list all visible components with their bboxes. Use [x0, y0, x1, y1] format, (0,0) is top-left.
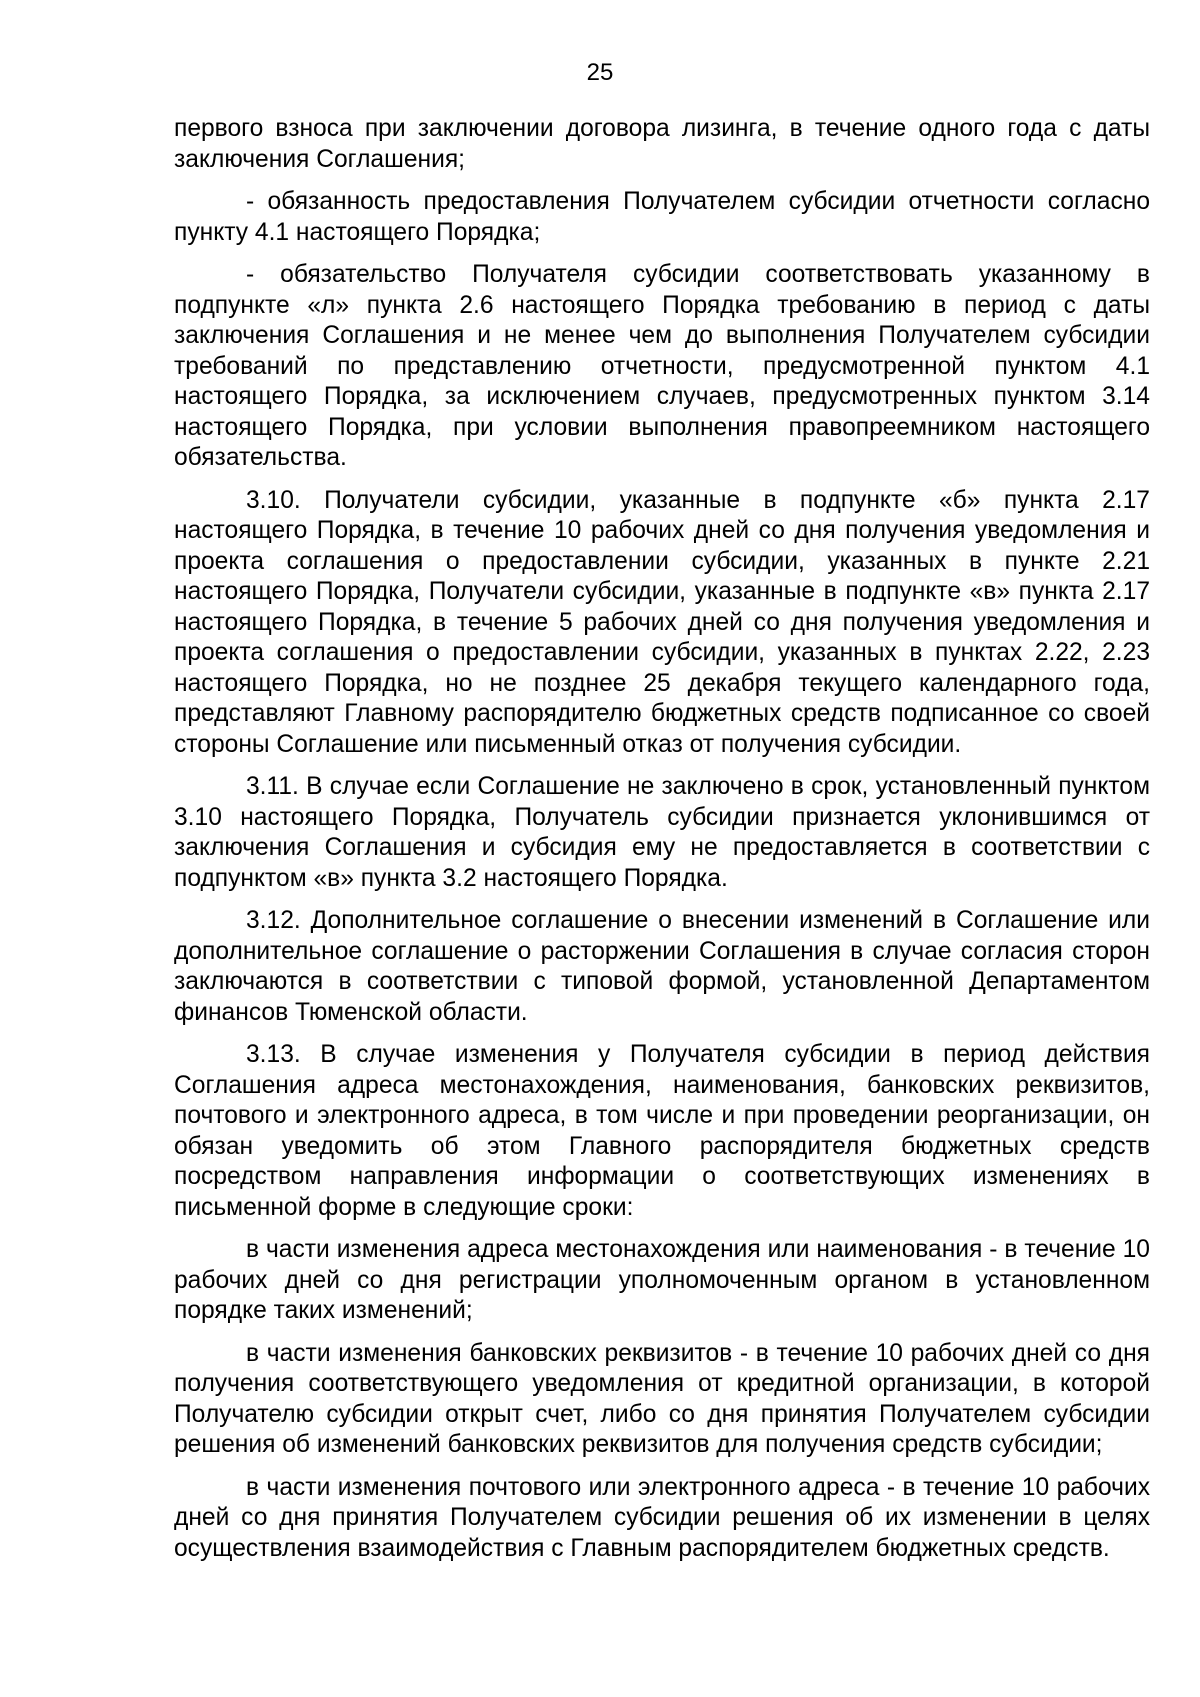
paragraph-3-13: 3.13. В случае изменения у Получателя субсидии в период действия Соглашения адреса местонахождения, наименования, банковских реквизитов, почтового и электронного адреса, в том числе и при проведении реорганизации, он обязан уведомить об этом Главного распорядителя бюджетных средств посредством направления информации о соответствующих изменениях в письменной форме в следующие сроки:: [174, 1041, 1150, 1221]
paragraph-recipient-obligation: - обязательство Получателя субсидии соответствовать указанному в подпункте «л» пункта 2.6 настоящего Порядка требованию в период с даты заключения Соглашения и не менее чем до выполнения Получателем субсидии требований по представлению отчетности, предусмотренной пунктом 4.1 настоящего Порядка, за исключением случаев, предусмотренных пунктом 3.14 настоящего Порядка, при условии выполнения правопреемником настоящего обязательства.: [174, 261, 1150, 471]
paragraph-bank-details-change: в части изменения банковских реквизитов - в течение 10 рабочих дней со дня получения соответствующего уведомления от кредитной организации, в которой Получателю субсидии открыт счет, либо со дня принятия Получателем субсидии решения об изменений банковских реквизитов для получения средств субсидии;: [174, 1339, 1150, 1458]
paragraph-3-12: 3.12. Дополнительное соглашение о внесении изменений в Соглашение или дополнительное соглашение о расторжении Соглашения в случае согласия сторон заключаются в соответствии с типовой формой, установленной Департаментом финансов Тюменской области.: [174, 907, 1150, 1026]
paragraph-postal-email-change: в части изменения почтового или электронного адреса - в течение 10 рабочих дней со дня принятия Получателем субсидии решения об их изменении в целях осуществления взаимодействия с Главным распорядителем бюджетных средств.: [174, 1473, 1150, 1562]
paragraph-reporting-duty: - обязанность предоставления Получателем субсидии отчетности согласно пункту 4.1 настоящего Порядка;: [174, 188, 1150, 246]
paragraph-leasing-continuation: первого взноса при заключении договора лизинга, в течение одного года с даты заключения Соглашения;: [174, 115, 1150, 173]
paragraph-3-10: 3.10. Получатели субсидии, указанные в подпункте «б» пункта 2.17 настоящего Порядка, в течение 10 рабочих дней со дня получения уведомления и проекта соглашения о предоставлении субсидии, указанных в пункте 2.21 настоящего Порядка, Получатели субсидии, указанные в подпункте «в» пункта 2.17 настоящего Порядка, в течение 5 рабочих дней со дня получения уведомления и проекта соглашения о предоставлении субсидии, указанных в пунктах 2.22, 2.23 настоящего Порядка, но не позднее 25 декабря текущего календарного года, представляют Главному распорядителю бюджетных средств подписанное со своей стороны Соглашение или письменный отказ от получения субсидии.: [174, 486, 1150, 758]
paragraph-address-change: в части изменения адреса местонахождения или наименования - в течение 10 рабочих дней со дня регистрации уполномоченным органом в установленном порядке таких изменений;: [174, 1236, 1150, 1324]
paragraph-3-11: 3.11. В случае если Соглашение не заключено в срок, установленный пунктом 3.10 настоящего Порядка, Получатель субсидии признается уклонившимся от заключения Соглашения и субсидия ему не предоставляется в соответствии с подпунктом «в» пункта 3.2 настоящего Порядка.: [174, 773, 1150, 892]
page-number: 25: [586, 59, 614, 86]
document-body: [174, 114, 1150, 1576]
